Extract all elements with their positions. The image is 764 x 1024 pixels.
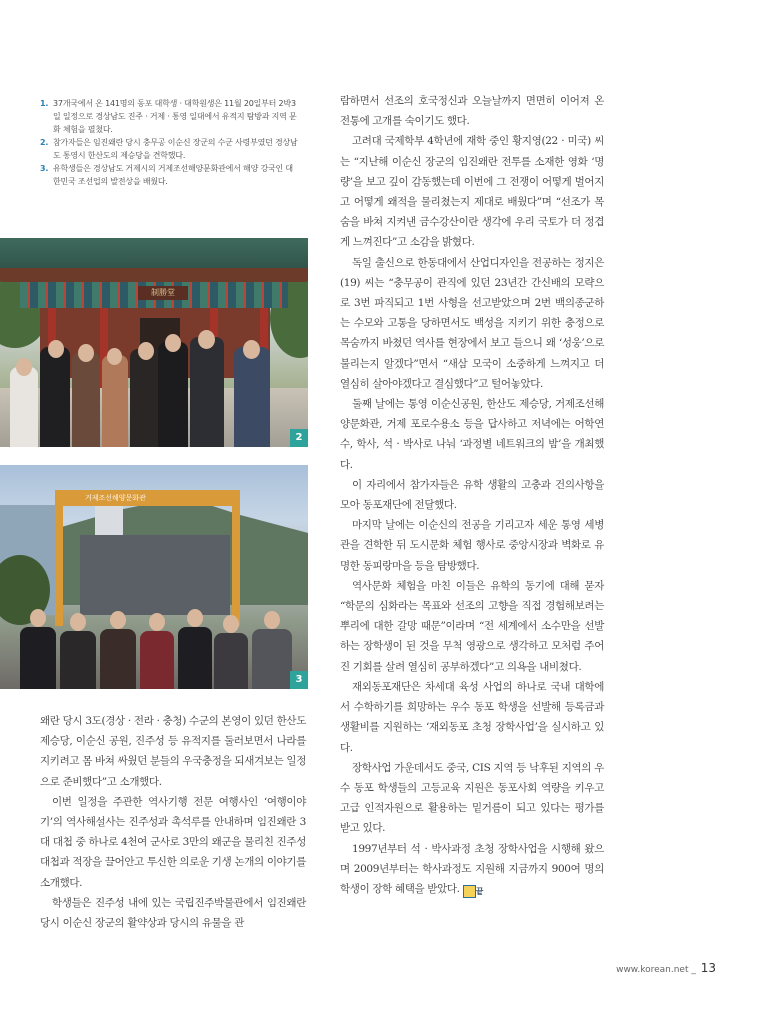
paragraph-text: 1997년부터 석 · 박사과정 초청 장학사업을 시행해 왔으며 2009년부터는 학사과정도 지원해 지금까지 900여 명의 학생이 장학 혜택을 받았다. [340,842,604,895]
student [140,631,174,689]
face [138,342,154,360]
face [48,340,64,358]
caption-text: 참가자들은 임진왜란 당시 충무공 이순신 장군의 수군 사령부였던 경상남도 통영시 한산도의 제승당을 견학했다. [53,138,298,160]
end-of-article-mark: 끝 [463,885,476,898]
paragraph: 재외동포재단은 차세대 육성 사업의 하나로 국내 대학에서 수학하기를 희망하는 우수 동포 학생을 선발해 등록금과 생활비를 지원하는 ‘재외동포 초청 장학사업’을 실시하고 있다. [340,680,604,754]
face [16,358,32,376]
photo-geoje-museum-group [0,465,308,689]
paragraph: 학생들은 진주성 내에 있는 국립진주박물관에서 임진왜란 당시 이순신 장군의 활약상과 당시의 유물을 관 [40,896,306,930]
paragraph: 이 자리에서 참가자들은 유학 생활의 고충과 건의사항을 모아 동포재단에 전달했다. [340,478,604,512]
pavilion-roof-edge [0,268,308,282]
caption-2 [40,136,298,162]
pavilion-signboard: 制勝堂 [138,286,188,300]
student [10,367,38,447]
student [214,633,248,689]
face [223,615,239,633]
caption-text: 유학생들은 경상남도 거제시의 거제조선해양문화관에서 해양 강국인 대한민국 조선업의 발전상을 배웠다. [53,164,293,186]
student [234,347,270,447]
student [60,631,96,689]
photo-captions [40,97,298,188]
face [187,609,203,627]
face [30,609,46,627]
caption-number: 2. [40,138,49,147]
article-column-right [340,91,604,899]
paragraph: 마지막 날에는 이순신의 전공을 기리고자 세운 통영 세병관을 견학한 뒤 도시문화 체험 행사로 중앙시장과 벽화로 유명한 동피랑마을 등을 탐방했다. [340,519,604,572]
face [70,613,86,631]
paragraph: 고려대 국제학부 4학년에 재학 중인 황지영(22 · 미국) 씨는 “지난해 이순신 장군의 임진왜란 전투를 소재한 영화 ‘명량’을 보고 깊이 감동했는데 이번에 그 전쟁이 어떻게 벌어지고 어떻게 왜적을 물리쳤는지 제대로 배웠다”며 “선조가 목숨을 바쳐 지켜낸 금수강산이란 생각에 우리 국토가 더 정겹게 느껴진다”고 소감을 밝혔다. [340,135,604,249]
last-paragraph [340,839,604,900]
paragraph: 독일 출신으로 한동대에서 산업디자인을 전공하는 정지은(19) 씨는 “충무공이 관직에 있던 23년간 간신배의 모략으로 3번 파직되고 1번 사형을 선고받았으며 2번 백의종군하는 수모와 고통을 당하면서도 백성을 지키기 위한 충정으로 목숨까지 바쳤던 역사를 현장에서 보고 들으니 왜 ‘성웅’으로 불리는지 알겠다”면서 “새삼 모국이 소중하게 느껴지고 더 열심히 살아야겠다고 결심했다”고 털어놓았다. [340,256,604,390]
paragraph: 장학사업 가운데서도 중국, CIS 지역 등 낙후된 지역의 우수 동포 학생들의 고등교육 지원은 동포사회 역량을 키우고 고급 인적자원으로 활용하는 밑거름이 되고 있다는 평가를 받고 있다. [340,761,604,835]
page-footer: www.korean.net _ 13 [616,961,716,975]
photo-number-badge: 2 [290,429,308,447]
face [78,344,94,362]
paragraph: 람하면서 선조의 호국정신과 오늘날까지 면면히 이어져 온 전통에 고개를 숙이기도 했다. [340,95,604,128]
face [107,348,122,365]
student [130,349,160,447]
student [100,629,136,689]
photo-number-badge: 3 [290,671,308,689]
page-number: 13 [700,961,716,975]
face [264,611,280,629]
caption-3 [40,162,298,188]
caption-text: 37개국에서 온 141명의 동포 대학생 · 대학원생은 11월 20일부터 2박3일 일정으로 경상남도 진주 · 거제 · 통영 일대에서 유적지 탐방과 지역 문화 체험을 펼쳤다. [53,99,297,134]
paragraph: 왜란 당시 3도(경상 · 전라 · 충청) 수군의 본영이 있던 한산도 제승당, 이순신 공원, 진주성 등 유적지를 둘러보면서 나라를 지키려고 몸 바쳐 싸웠던 분들의 우국충정을 되새겨보는 일정으로 준비했다”고 소개했다. [40,715,306,788]
photo-jeseungdang-group [0,238,308,447]
student [158,342,188,447]
student [102,355,128,447]
site-url: www.korean.net [616,965,689,975]
article-column-left [40,711,306,933]
paragraph: 이번 일정을 주관한 역사기행 전문 여행사인 ‘여행이야기’의 역사해설사는 진주성과 촉석루를 안내하며 임진왜란 3대 대첩 중 하나로 4천여 군사로 3만의 왜군을 물리친 진주성대첩과 적장을 끌어안고 투신한 의로운 기생 논개의 이야기를 소개했다. [40,795,306,889]
paragraph: 역사문화 체험을 마친 이들은 유학의 동기에 대해 묻자 “학문의 심화라는 목표와 선조의 고향을 직접 경험해보려는 뿌리에 대한 갈망 때문”이라며 “전 세계에서 소수만을 선발하는 장학생이 된 것을 무척 영광으로 생각하고 모처럼 주어진 기회를 살려 열심히 공부하겠다”고 의욕을 내비쳤다. [340,579,604,673]
face [149,613,165,631]
face [198,330,215,349]
face [110,611,126,629]
student [190,337,224,447]
gate-post [232,506,240,626]
face [243,340,260,359]
paragraph: 둘째 날에는 통영 이순신공원, 한산도 제승당, 거제조선해양문화관, 거제 포로수용소 등을 답사하고 저녁에는 어학연수, 학사, 석 · 박사로 나눠 ‘과정별 네트워크의 밤’을 개최했다. [340,398,604,471]
student [40,347,70,447]
gate-post [55,506,63,626]
face [165,334,181,352]
student [252,629,292,689]
student [20,627,56,689]
museum-gate-sign: 거제조선해양문화관 [55,490,240,506]
caption-number: 3. [40,164,49,173]
museum-building [80,535,230,615]
student [72,352,100,447]
caption-1 [40,97,298,136]
caption-number: 1. [40,99,49,108]
student [178,627,212,689]
